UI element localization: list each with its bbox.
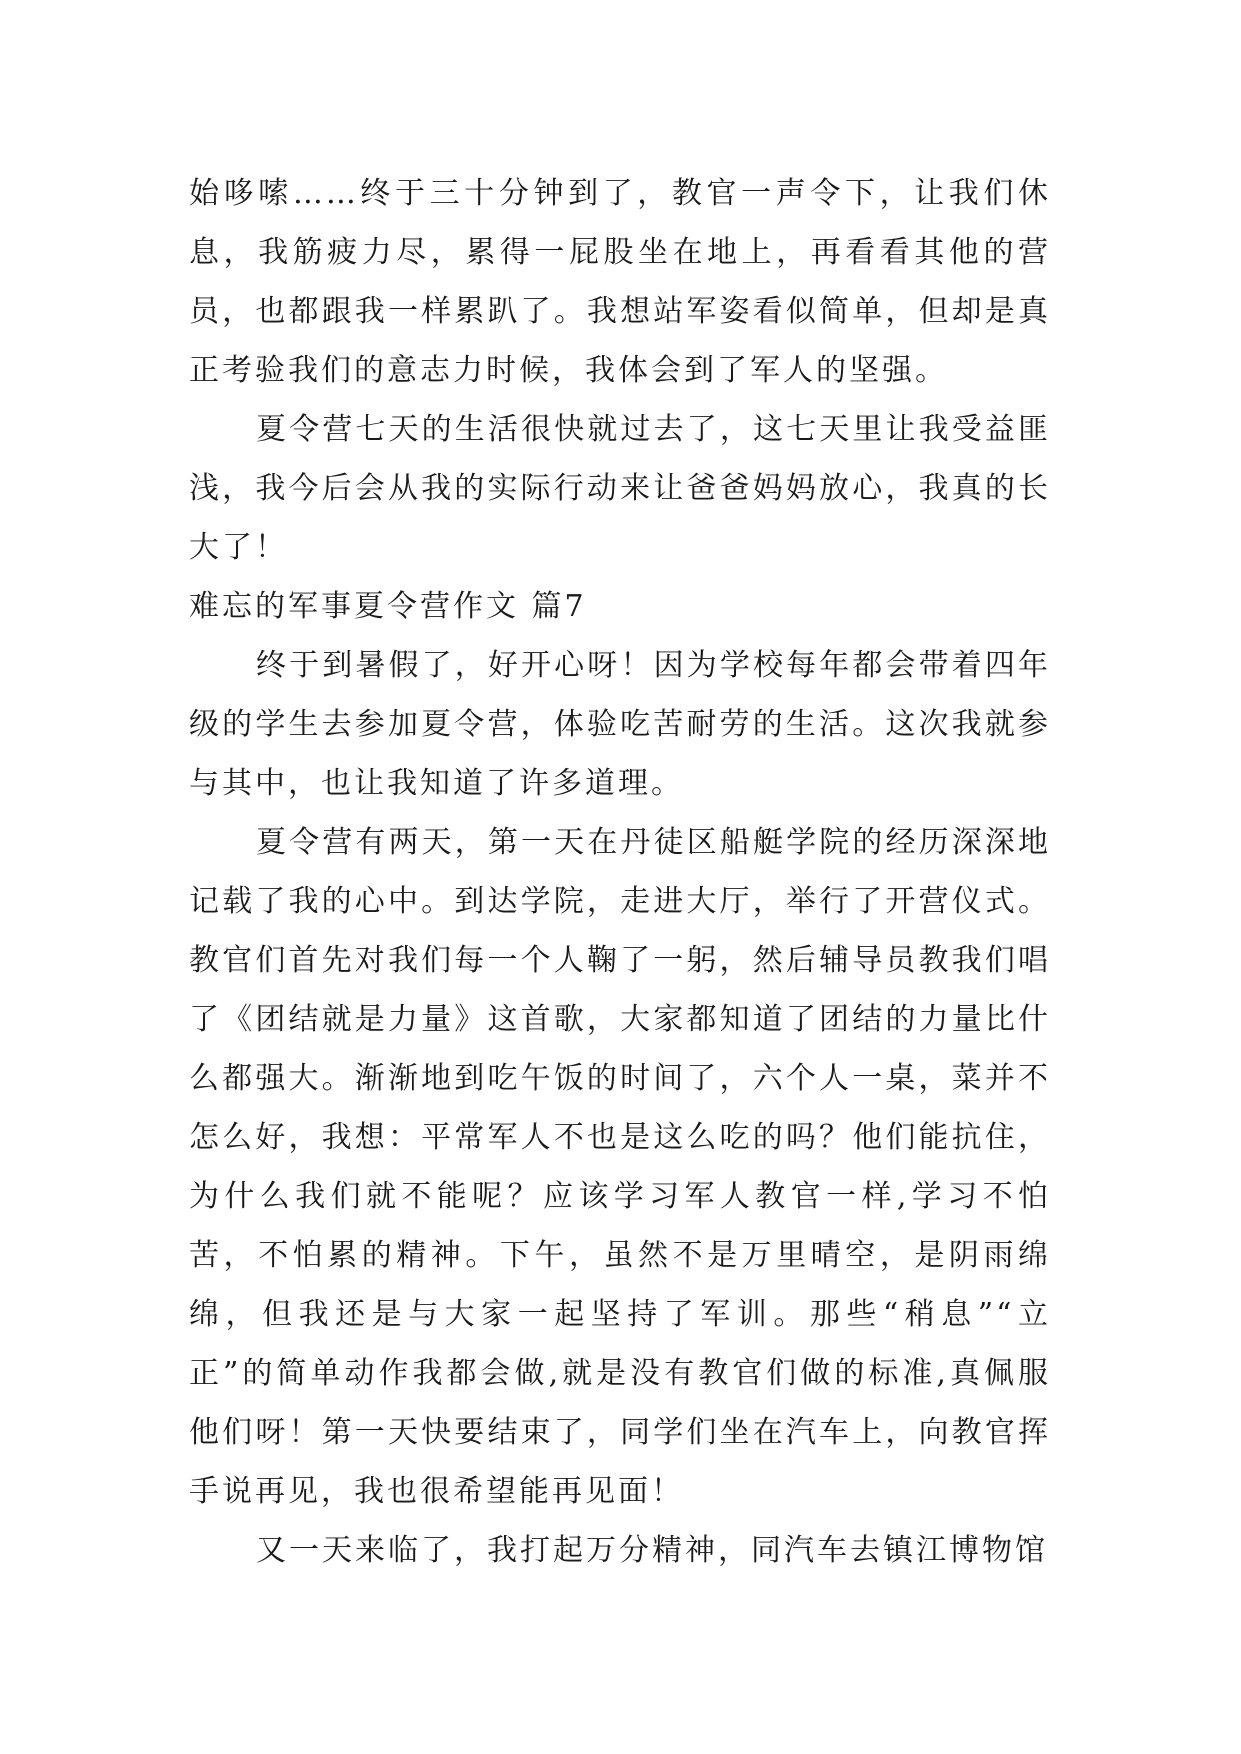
paragraph-4: 夏令营有两天，第一天在丹徒区船艇学院的经历深深地记载了我的心中。到达学院，走进大厅，举行了开营仪式。教官们首先对我们每一个人鞠了一躬，然后辅导员教我们唱了《团结就是力量》这首歌，大家都知道了团结的力量比什么都强大。渐渐地到吃午饭的时间了，六个人一桌，菜并不怎么好，我想：平常军人不也是这么吃的吗？他们能抗住，为什么我们就不能呢？应该学习军人教官一样,学习不怕苦，不怕累的精神。下午，虽然不是万里晴空，是阴雨绵绵，但我还是与大家一起坚持了军训。那些“稍息”“立正”的简单动作我都会做,就是没有教官们做的标准,真佩服他们呀！第一天快要结束了，同学们坐在汽车上，向教官挥手说再见，我也很希望能再见面！ bbox=[189, 825, 1051, 1509]
section-heading: 难忘的军事夏令营作文 篇7 bbox=[189, 589, 587, 624]
document-body bbox=[189, 164, 1051, 1580]
paragraph-1: 始哆嗦……终于三十分钟到了，教官一声令下，让我们休息，我筋疲力尽，累得一屁股坐在地上，再看看其他的营员，也都跟我一样累趴了。我想站军姿看似简单，但却是真正考验我们的意志力时候，我体会到了军人的坚强。 bbox=[189, 176, 1051, 388]
paragraph-5: 又一天来临了，我打起万分精神，同汽车去镇江博物馆 bbox=[256, 1533, 1048, 1568]
paragraph-3: 终于到暑假了，好开心呀！因为学校每年都会带着四年级的学生去参加夏令营，体验吃苦耐劳的生活。这次我就参与其中，也让我知道了许多道理。 bbox=[189, 648, 1051, 801]
paragraph-2: 夏令营七天的生活很快就过去了，这七天里让我受益匪浅，我今后会从我的实际行动来让爸爸妈妈放心，我真的长大了！ bbox=[189, 412, 1051, 565]
